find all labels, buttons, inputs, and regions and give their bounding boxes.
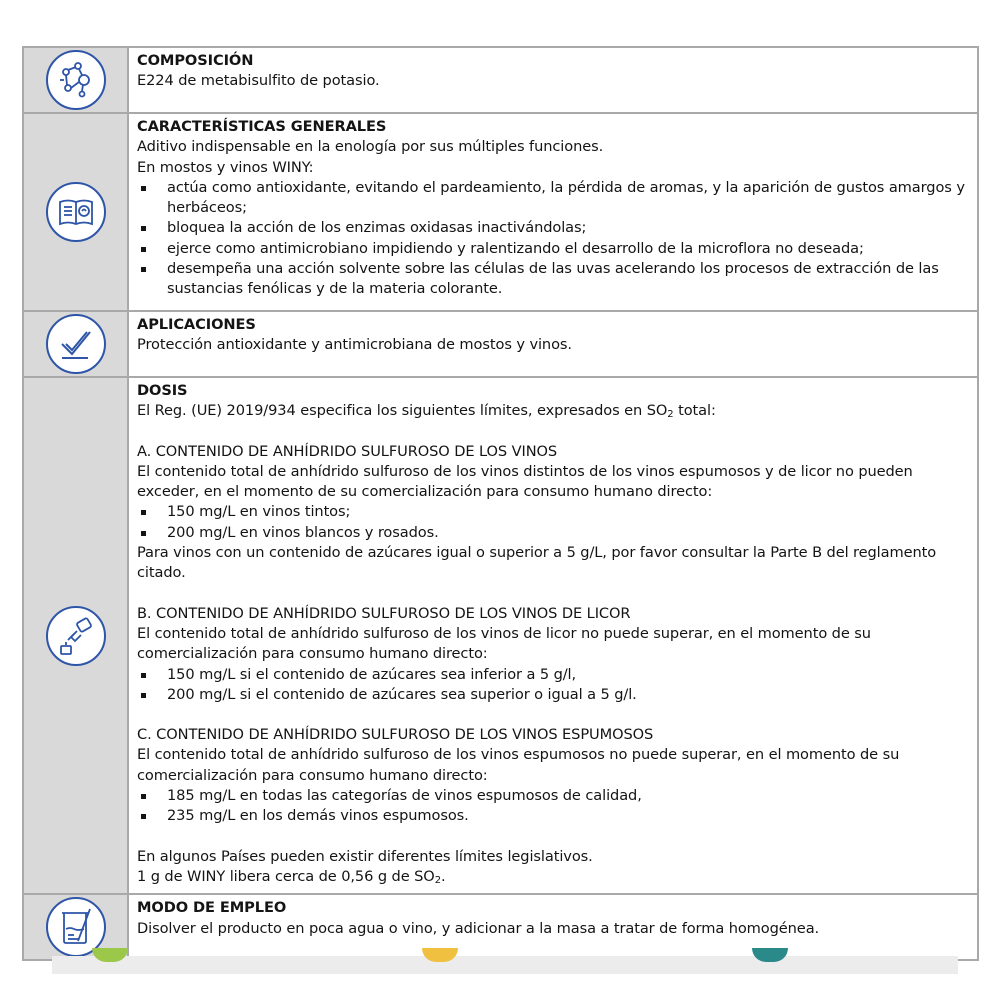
dosing-icon [46,606,106,666]
modo-empleo-content [128,894,978,960]
aplicaciones-content [128,311,978,377]
dosis-content [128,377,978,894]
composicion-content [128,47,978,113]
bullet-list [137,786,969,827]
book-icon [46,182,106,242]
section-text: Protección antioxidante y antimicrobiana de mostos y vinos. [137,336,572,354]
list-item: bloquea la acción de los enzimas oxidasas inactivándolas; [137,218,969,238]
product-spec-table [22,46,979,961]
checkmark-icon [46,314,106,374]
section-title: COMPOSICIÓN [137,52,254,69]
list-item: 200 mg/L en vinos blancos y rosados. [137,523,969,543]
icon-cell [23,311,128,377]
list-item: desempeña una acción solvente sobre las células de las uvas acelerando los procesos de extracción de las sustancias fenólicas y de la materia colorante. [137,259,969,300]
subsection-heading: C. CONTENIDO DE ANHÍDRIDO SULFUROSO DE LOS VINOS ESPUMOSOS [137,726,654,744]
list-item: ejerce como antimicrobiano impidiendo y ralentizando el desarrollo de la microflora no deseada; [137,239,969,259]
subsection-heading: A. CONTENIDO DE ANHÍDRIDO SULFUROSO DE LOS VINOS [137,442,558,460]
icon-cell [23,113,128,311]
bullet-list [137,178,969,300]
list-item: 150 mg/L en vinos tintos; [137,502,969,522]
list-item: 150 mg/L si el contenido de azúcares sea inferior a 5 g/l, [137,665,969,685]
list-item: 185 mg/L en todas las categorías de vinos espumosos de calidad, [137,786,969,806]
dosis-note: 1 g de WINY libera cerca de 0,56 g de $SO_2$. [137,867,446,886]
subsection-text: El contenido total de anhídrido sulfuroso de los vinos espumosos no puede superar, en el momento de su comercialización para consumo humano directo: [137,746,900,784]
footer-band [52,956,958,974]
row-modo-empleo [23,894,978,960]
section-title: APLICACIONES [137,316,256,333]
section-title: DOSIS [137,382,188,399]
section-text: E224 de metabisulfito de potasio. [137,72,380,90]
row-composicion [23,47,978,113]
list-item: 235 mg/L en los demás vinos espumosos. [137,806,969,826]
subsection-text: El contenido total de anhídrido sulfuroso de los vinos distintos de los vinos espumosos y de licor no pueden exceder, en el momento de su comercialización para consumo humano directo: [137,462,913,501]
bullet-list [137,665,969,706]
dosis-intro: El Reg. (UE) 2019/934 especifica los siguientes límites, expresados en $SO_2$ total: [137,402,716,421]
row-caracteristicas [23,113,978,311]
subsection-note: Para vinos con un contenido de azúcares igual o superior a 5 g/L, por favor consultar la Parte B del reglamento citado. [137,544,937,582]
row-aplicaciones [23,311,978,377]
list-item: 200 mg/L si el contenido de azúcares sea superior o igual a 5 g/l. [137,685,969,705]
subsection-heading: B. CONTENIDO DE ANHÍDRIDO SULFUROSO DE LOS VINOS DE LICOR [137,604,631,622]
row-dosis [23,377,978,894]
section-title: MODO DE EMPLEO [137,899,287,917]
section-line: Aditivo indispensable en la enología por sus múltiples funciones. [137,138,604,156]
section-title: CARACTERÍSTICAS GENERALES [137,118,387,135]
list-item: actúa como antioxidante, evitando el pardeamiento, la pérdida de aromas, y la aparición de gustos amargos y herbáceos; [137,178,969,219]
section-text: Disolver el producto en poca agua o vino, y adicionar a la masa a tratar de forma homogénea. [137,919,820,937]
molecule-icon [46,50,106,110]
section-line: En mostos y vinos WINY: [137,158,314,176]
subsection-text: El contenido total de anhídrido sulfuroso de los vinos de licor no puede superar, en el momento de su comercialización para consumo humano directo: [137,624,871,663]
icon-cell [23,377,128,894]
bullet-list [137,502,969,543]
dosis-note: En algunos Países pueden existir diferentes límites legislativos. [137,847,593,865]
icon-cell [23,47,128,113]
caracteristicas-content [128,113,978,311]
